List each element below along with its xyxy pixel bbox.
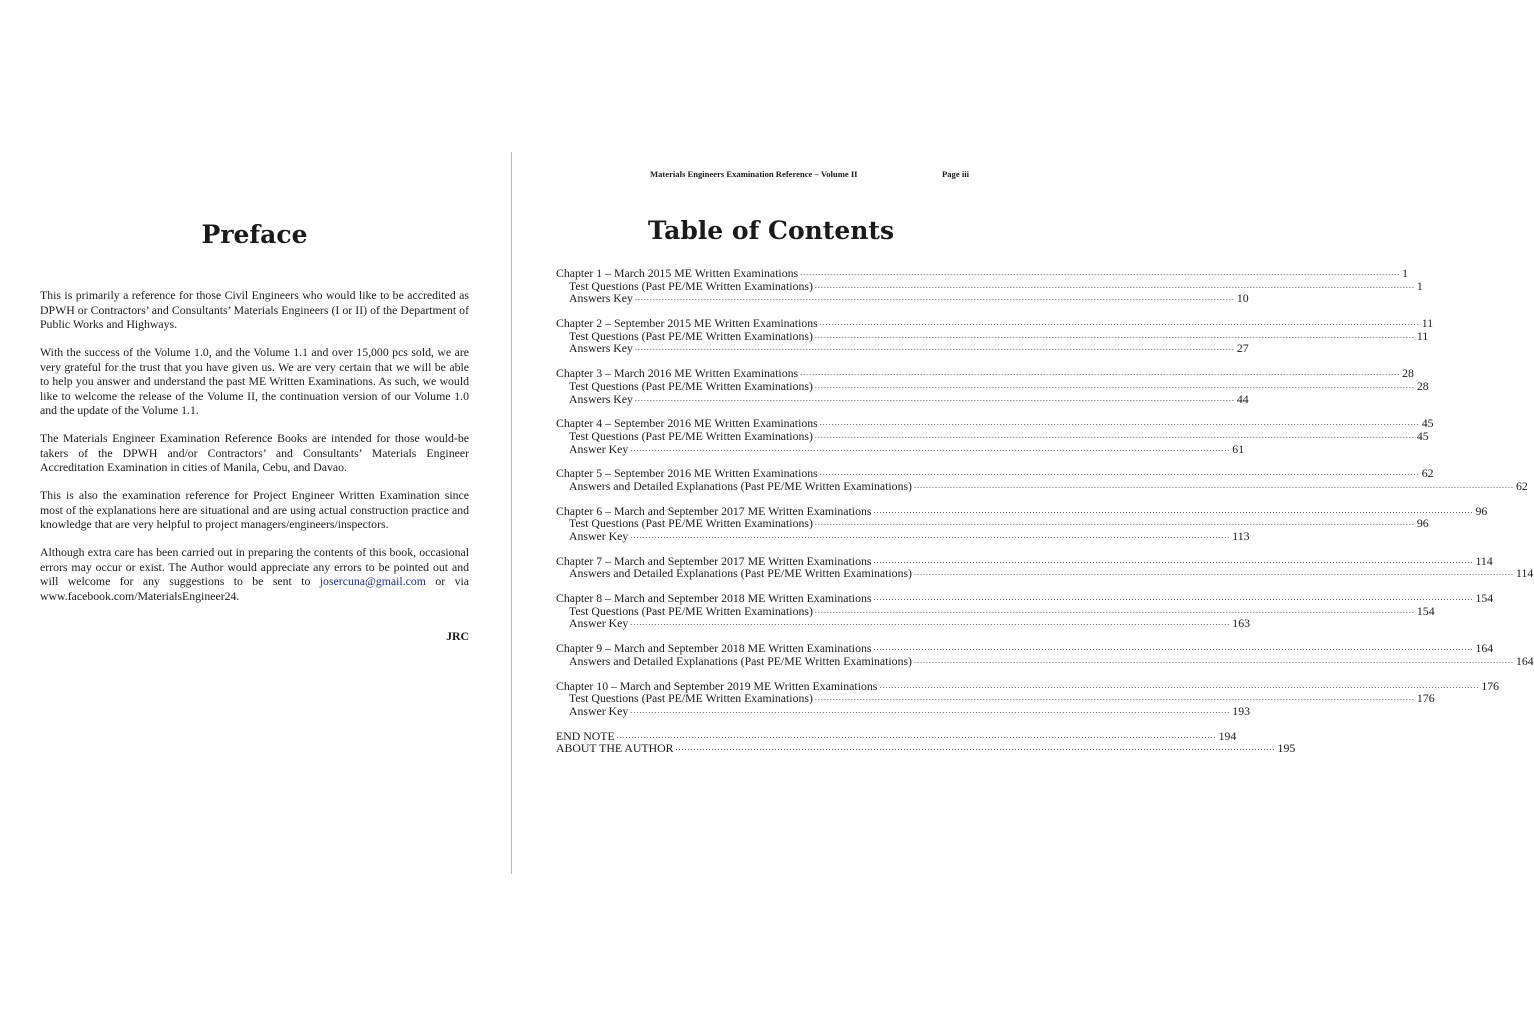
toc-group [556, 466, 1528, 493]
toc-entry-label: Chapter 7 – March and September 2017 ME Written Examinations [556, 553, 872, 568]
toc-entry-label: Test Questions (Past PE/ME Written Examinations) [569, 278, 813, 293]
preface-paragraph-2: With the success of the Volume 1.0, and the Volume 1.1 and over 15,000 pcs sold, we are very grateful for the trust that you have given us. We are very certain that we will be able to help you answer and understand the past ME Written Examinations. As such, we would like to welcome the release of the Volume II, the continuation version of our Volume 1.0 and the update of the Volume 1.1. [40, 345, 469, 417]
toc-entry-label: Answers Key [569, 291, 633, 306]
toc-subentry[interactable] [556, 378, 1429, 393]
preface-paragraph-5 [40, 545, 469, 603]
toc-entry-page: 45 [1421, 416, 1434, 431]
toc-entry-label: Chapter 4 – September 2016 ME Written Examinations [556, 416, 818, 431]
toc-entry-page: 176 [1481, 678, 1500, 693]
toc-leader-dots: ........................................................................................................................................................................................................ [819, 468, 1420, 478]
toc-leader-dots: ........................................................................................................................................................................................................ [630, 705, 1231, 715]
toc-leader-dots: ........................................................................................................................................................................................................ [873, 643, 1474, 653]
toc-entry[interactable] [556, 591, 1494, 606]
toc-entry[interactable] [556, 641, 1494, 656]
page-number: Page iii [942, 169, 969, 179]
running-header [556, 165, 986, 179]
toc-leader-dots: ........................................................................................................................................................................................................ [814, 280, 1415, 290]
toc-entry-label: Test Questions (Past PE/ME Written Examinations) [569, 328, 813, 343]
toc-entry-label: ABOUT THE AUTHOR [556, 741, 674, 756]
toc-entry-label: Answer Key [569, 616, 629, 631]
toc-entry-page: 114 [1475, 553, 1493, 568]
toc-entry-page: 194 [1218, 728, 1237, 743]
toc-leader-dots: ........................................................................................................................................................................................................ [814, 330, 1415, 340]
toc-entry-page: 193 [1232, 703, 1250, 718]
toc-entry-page: 163 [1232, 616, 1250, 631]
toc-group [556, 553, 1534, 581]
toc-entry-label: Test Questions (Past PE/ME Written Examinations) [569, 691, 813, 706]
toc-entry-label: Chapter 6 – March and September 2017 ME Written Examinations [556, 503, 872, 518]
toc-group [556, 678, 1500, 718]
toc-leader-dots: ........................................................................................................................................................................................................ [873, 555, 1474, 565]
toc-subentry[interactable] [556, 341, 1249, 356]
toc-entry-page: 195 [1277, 741, 1296, 756]
toc-leader-dots: ........................................................................................................................................................................................................ [616, 730, 1217, 740]
toc-group [556, 266, 1423, 306]
toc-entry-label: Chapter 3 – March 2016 ME Written Examinations [556, 366, 799, 381]
toc-entry-label: Answer Key [569, 441, 629, 456]
toc-entry[interactable] [556, 316, 1434, 331]
toc-subentry[interactable] [556, 566, 1534, 581]
toc-entry-label: Chapter 10 – March and September 2019 ME Written Examinations [556, 678, 878, 693]
toc-entry[interactable] [556, 416, 1434, 431]
toc-entry-page: 164 [1475, 641, 1494, 656]
toc-title: Table of Contents [647, 216, 895, 245]
toc-entry-label: Chapter 2 – September 2015 ME Written Examinations [556, 316, 818, 331]
toc-leader-dots: ........................................................................................................................................................................................................ [914, 655, 1514, 665]
toc-entry-label: Answers and Detailed Explanations (Past PE/ME Written Examinations) [569, 478, 912, 493]
toc-leader-dots: ........................................................................................................................................................................................................ [814, 518, 1415, 528]
toc-leader-dots: ........................................................................................................................................................................................................ [675, 743, 1276, 753]
toc-entry-page: 61 [1232, 441, 1245, 456]
toc-entry[interactable] [556, 741, 1296, 756]
toc-subentry[interactable] [556, 291, 1249, 306]
toc-entry[interactable] [556, 266, 1408, 280]
toc-leader-dots: ........................................................................................................................................................................................................ [634, 293, 1235, 303]
toc-subentry[interactable] [556, 391, 1249, 406]
toc-leader-dots: ........................................................................................................................................................................................................ [819, 318, 1420, 328]
toc-page [556, 165, 1534, 767]
toc-entry-label: Test Questions (Past PE/ME Written Examinations) [569, 603, 813, 618]
toc-entry-page: 44 [1236, 391, 1249, 406]
preface-paragraph-5-tail: or via www.facebook.com/MaterialsEngineer24. [40, 574, 470, 603]
toc-group [556, 591, 1494, 631]
author-signature: JRC [446, 629, 469, 643]
running-title: Materials Engineers Examination Reference – Volume II [650, 169, 858, 179]
toc-entry-page: 154 [1416, 603, 1435, 618]
preface-paragraph-3: The Materials Engineer Examination Reference Books are intended for those would-be takers of the DPWH and/or Contractors’ and Consultants’ Materials Engineer Accreditation Examination in cities of Manila, Cebu, and Davao. [40, 431, 469, 474]
toc-group [556, 416, 1434, 456]
toc-leader-dots: ........................................................................................................................................................................................................ [634, 393, 1235, 403]
toc-entry-label: Chapter 5 – September 2016 ME Written Examinations [556, 466, 818, 481]
toc-leader-dots: ........................................................................................................................................................................................................ [814, 380, 1415, 390]
toc-entry-page: 28 [1416, 378, 1429, 393]
preface-paragraph-5-text: Although extra care has been carried out in preparing the contents of this book, occasional errors may occur or exist. The Author would appreciate any errors to be pointed out and will welcome for any suggestions to be sent to [40, 545, 469, 588]
toc-entry-label: Test Questions (Past PE/ME Written Examinations) [569, 516, 813, 531]
toc-leader-dots: ........................................................................................................................................................................................................ [814, 430, 1415, 440]
toc-leader-dots: ........................................................................................................................................................................................................ [914, 480, 1514, 490]
toc-entry-label: Answer Key [569, 529, 629, 543]
toc-entry-label: Chapter 1 – March 2015 ME Written Examinations [556, 266, 799, 280]
toc-group [556, 641, 1534, 668]
toc-entry-page: 11 [1416, 328, 1429, 343]
page-divider [511, 152, 512, 874]
toc-entry[interactable] [556, 728, 1237, 743]
toc-leader-dots: ........................................................................................................................................................................................................ [879, 680, 1480, 690]
toc-entry-page: 96 [1475, 503, 1488, 518]
toc-entry-page: 28 [1402, 366, 1414, 381]
toc-entry-label: Answers and Detailed Explanations (Past PE/ME Written Examinations) [569, 653, 912, 668]
toc-entry-page: 1 [1402, 266, 1408, 280]
toc-entry-label: Chapter 8 – March and September 2018 ME Written Examinations [556, 591, 872, 606]
preface-paragraph-1: This is primarily a reference for those Civil Engineers who would like to be accredited as DPWH or Contractors’ and Consultants’ Materials Engineers (I or II) of the Department of Public Works and Highways. [40, 288, 469, 331]
toc-entry-page: 176 [1416, 691, 1435, 706]
toc-entry-label: Test Questions (Past PE/ME Written Examinations) [569, 428, 813, 443]
toc-entry-label: Answers Key [569, 391, 633, 406]
toc-subentry[interactable] [556, 441, 1245, 456]
preface-paragraph-4: This is also the examination reference for Project Engineer Written Examination since most of the explanations here are situational and are using actual construction practice and knowledge that are very helpful to project managers/engineers/inspectors. [40, 488, 469, 531]
toc-subentry[interactable] [556, 428, 1429, 443]
toc-leader-dots: ........................................................................................................................................................................................................ [814, 693, 1415, 703]
toc-entry-label: Answers Key [569, 341, 633, 356]
toc-entry-page: 62 [1516, 478, 1528, 493]
toc-subentry[interactable] [556, 691, 1435, 706]
toc-subentry[interactable] [556, 653, 1534, 668]
toc-group [556, 366, 1429, 406]
toc-subentry[interactable] [556, 616, 1250, 631]
author-email-link[interactable]: josercuna@gmail.com [319, 574, 426, 588]
toc-entry-label: Answers and Detailed Explanations (Past PE/ME Written Examinations) [569, 566, 912, 581]
preface-page [40, 220, 469, 644]
toc-leader-dots: ........................................................................................................................................................................................................ [800, 368, 1401, 378]
toc-entry-page: 45 [1416, 428, 1429, 443]
toc-list [556, 266, 1534, 756]
toc-entry-label: Answer Key [569, 703, 629, 718]
toc-entry[interactable] [556, 366, 1414, 381]
toc-leader-dots: ........................................................................................................................................................................................................ [630, 531, 1231, 540]
toc-entry-page: 11 [1421, 316, 1434, 331]
toc-group [556, 728, 1296, 756]
toc-entry-page: 10 [1236, 291, 1249, 306]
toc-leader-dots: ........................................................................................................................................................................................................ [800, 268, 1401, 277]
toc-leader-dots: ........................................................................................................................................................................................................ [630, 618, 1231, 628]
toc-entry-label: END NOTE [556, 728, 615, 743]
toc-subentry[interactable] [556, 703, 1250, 718]
toc-entry-page: 27 [1236, 341, 1249, 356]
toc-leader-dots: ........................................................................................................................................................................................................ [634, 343, 1235, 353]
toc-entry-page: 154 [1475, 591, 1494, 606]
toc-leader-dots: ........................................................................................................................................................................................................ [814, 605, 1415, 615]
toc-entry-page: 96 [1416, 516, 1429, 531]
toc-entry-label: Chapter 9 – March and September 2018 ME Written Examinations [556, 641, 872, 656]
toc-group [556, 316, 1434, 356]
toc-group [556, 503, 1488, 543]
toc-leader-dots: ........................................................................................................................................................................................................ [873, 593, 1474, 603]
toc-leader-dots: ........................................................................................................................................................................................................ [819, 418, 1420, 428]
toc-leader-dots: ........................................................................................................................................................................................................ [914, 568, 1514, 578]
toc-entry-page: 114 [1516, 566, 1534, 581]
toc-leader-dots: ........................................................................................................................................................................................................ [630, 443, 1231, 453]
toc-subentry[interactable] [556, 478, 1528, 493]
preface-title: Preface [201, 220, 308, 249]
toc-entry-page: 1 [1416, 278, 1423, 293]
toc-entry-page: 113 [1232, 529, 1250, 543]
toc-leader-dots: ........................................................................................................................................................................................................ [873, 505, 1474, 515]
toc-entry-label: Test Questions (Past PE/ME Written Examinations) [569, 378, 813, 393]
toc-entry-page: 164 [1516, 653, 1534, 668]
toc-subentry[interactable] [556, 529, 1250, 543]
toc-entry-page: 62 [1421, 466, 1434, 481]
